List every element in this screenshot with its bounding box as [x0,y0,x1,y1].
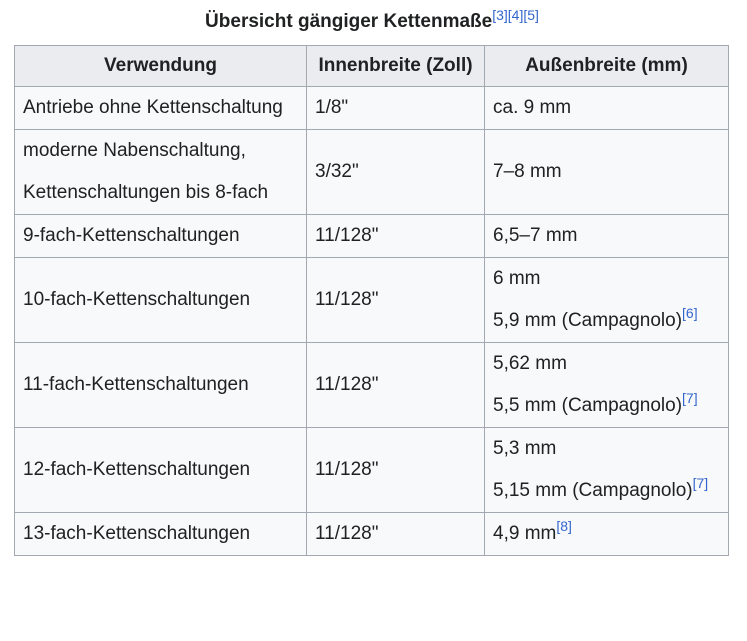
outer-width-line [493,385,720,427]
usage-text: 12-fach-Kettenschaltungen [23,459,251,480]
cell-outer-width [485,513,729,556]
outer-width-line [493,300,720,342]
outer-width-line [493,258,720,300]
cell-outer-width [485,258,729,343]
cell-outer-width [485,130,729,215]
usage-text: 11-fach-Kettenschaltungen [23,374,249,395]
table-header-row [15,46,729,87]
outer-width-line [493,215,720,257]
outer-width-text: 5,62 mm [493,353,567,374]
cell-inner-width: 11/128" [307,258,485,343]
reference-superscript [556,518,572,534]
cell-outer-width [485,343,729,428]
usage-text: Antriebe ohne Kettenschaltung [23,97,283,118]
outer-width-line [493,343,720,385]
cell-outer-width [485,87,729,130]
reference-link[interactable]: [8] [556,518,572,534]
table-row [15,130,729,215]
outer-width-line [493,87,720,129]
outer-width-text: 5,3 mm [493,438,557,459]
header-usage: Verwendung [15,46,307,87]
cell-inner-width: 11/128" [307,343,485,428]
table-row [15,428,729,513]
usage-text: 9-fach-Kettenschaltungen [23,225,240,246]
reference-link-5[interactable]: [5] [523,7,539,23]
outer-width-text: 6 mm [493,268,541,289]
reference-superscript [693,475,709,491]
table-row [15,343,729,428]
outer-width-line [493,513,720,555]
cell-usage [15,87,307,130]
outer-width-text: 6,5–7 mm [493,225,578,246]
usage-text: Kettenschaltungen bis 8-fach [23,182,269,203]
caption-refs [492,7,539,23]
cell-usage [15,513,307,556]
table-row [15,87,729,130]
cell-inner-width: 11/128" [307,428,485,513]
reference-link-3[interactable]: [3] [492,7,508,23]
cell-outer-width [485,428,729,513]
outer-width-text: 5,9 mm (Campagnolo) [493,310,683,331]
chain-dimensions-table [14,45,729,556]
outer-width-text: 5,15 mm (Campagnolo) [493,480,693,501]
usage-text: 10-fach-Kettenschaltungen [23,289,251,310]
outer-width-text: 7–8 mm [493,161,562,182]
cell-inner-width: 11/128" [307,215,485,258]
header-inner-width: Innenbreite (Zoll) [307,46,485,87]
table-caption [15,7,729,34]
cell-inner-width: 1/8" [307,87,485,130]
outer-width-text: 4,9 mm [493,523,557,544]
caption-title: Übersicht gängiger Kettenmaße [205,11,493,32]
cell-inner-width: 11/128" [307,513,485,556]
reference-link-4[interactable]: [4] [507,7,524,23]
outer-width-line [493,151,720,193]
reference-link[interactable]: [6] [682,305,698,321]
cell-usage [15,428,307,513]
cell-usage [15,258,307,343]
outer-width-line [493,470,720,512]
cell-usage [15,215,307,258]
usage-text: 13-fach-Kettenschaltungen [23,523,251,544]
table-body [15,87,729,556]
cell-inner-width: 3/32" [307,130,485,215]
table-row [15,215,729,258]
outer-width-line [493,428,720,470]
outer-width-text: 5,5 mm (Campagnolo) [493,395,683,416]
reference-link[interactable]: [7] [692,475,709,491]
header-outer-width: Außenbreite (mm) [485,46,729,87]
usage-text: moderne Nabenschaltung, [23,140,246,161]
cell-usage [15,343,307,428]
table-row [15,258,729,343]
table-row [15,513,729,556]
cell-outer-width [485,215,729,258]
reference-link[interactable]: [7] [682,390,698,406]
reference-superscript [682,305,698,321]
cell-usage [15,130,307,215]
reference-superscript [682,390,698,406]
outer-width-text: ca. 9 mm [493,97,572,118]
